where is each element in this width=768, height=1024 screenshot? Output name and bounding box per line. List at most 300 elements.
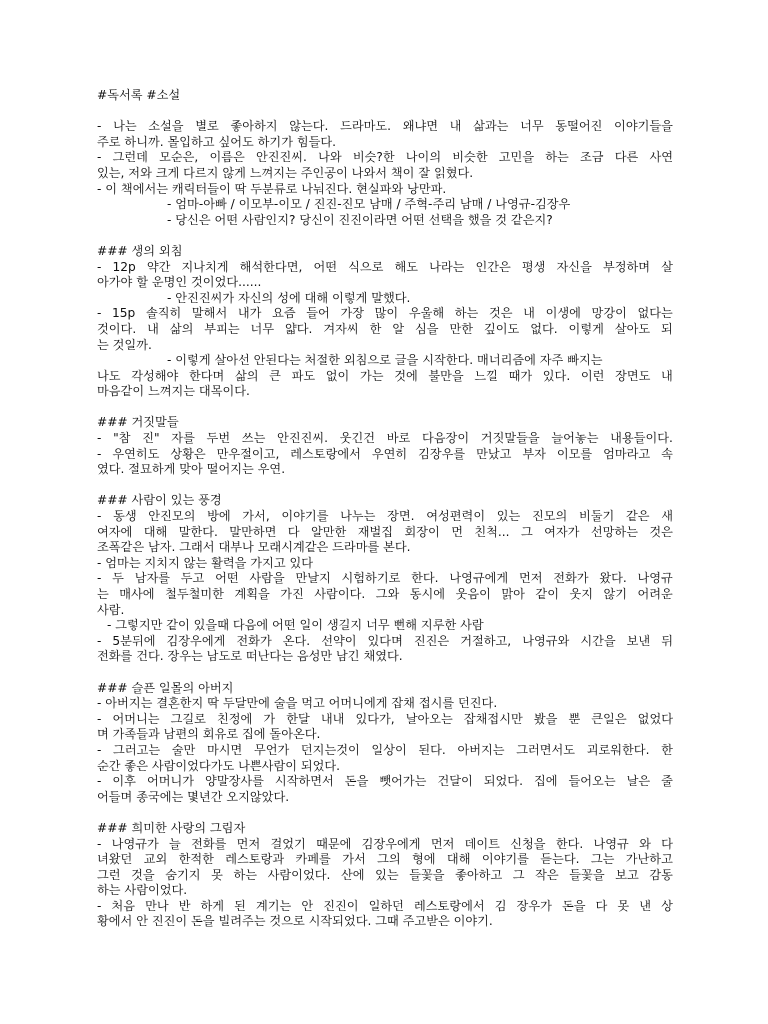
- word: 안: [301, 898, 314, 913]
- text-line: [97, 119, 673, 135]
- word: 우연히도: [112, 446, 160, 461]
- word: 고민을: [498, 150, 535, 165]
- word: 삶의: [234, 368, 259, 383]
- text-line: 조폭같은 남자. 그래서 대부나 모래시계같은 드라마를 본다.: [97, 540, 411, 555]
- word: 우연히: [371, 446, 408, 461]
- word: 나영규: [637, 571, 673, 586]
- text-line: - 이 책에서는 캐릭터들이 딱 두분류로 나눠진다. 현실파와 낭만파.: [97, 181, 447, 196]
- word: 한달: [286, 711, 310, 726]
- word: 15p: [112, 306, 136, 321]
- word: 좋아하고: [455, 867, 503, 882]
- word: 나영규와: [522, 633, 570, 648]
- word: 같은: [626, 509, 650, 524]
- word: 먼: [451, 524, 463, 539]
- section-heading: ### 사람이 있는 풍경: [97, 493, 222, 508]
- word: 그는: [590, 852, 615, 867]
- blank-line: [97, 805, 673, 821]
- word: 먼저: [430, 836, 455, 851]
- text-line: 어들며 종국에는 몇년간 오지않았다.: [97, 789, 290, 804]
- word: 이렇게: [568, 321, 604, 336]
- word: 친척...: [474, 524, 510, 539]
- word: 같이: [535, 587, 559, 601]
- word: 해도: [394, 259, 419, 274]
- word: 만나: [145, 898, 169, 913]
- text-line: [97, 306, 673, 322]
- word: 상: [661, 898, 673, 913]
- word: 일하던: [368, 898, 404, 913]
- word: 소설을: [148, 119, 184, 134]
- word: 진진이: [323, 898, 359, 913]
- word: 바로: [386, 431, 411, 446]
- word: 다: [595, 898, 608, 913]
- word: 5분뒤에: [112, 633, 156, 648]
- word: -: [97, 742, 102, 757]
- word: 못: [211, 867, 223, 882]
- section-heading: ### 생의 외침: [97, 243, 183, 258]
- word: 처음: [111, 898, 136, 913]
- word: 줄: [661, 774, 673, 789]
- word: 모순은,: [159, 150, 199, 165]
- word: 한: [661, 742, 673, 757]
- word: 전화를: [191, 836, 227, 851]
- word: 두: [112, 571, 124, 586]
- text-line: [97, 587, 673, 603]
- word: 봤을: [533, 711, 558, 726]
- word: 내: [449, 119, 462, 134]
- word: 거짓말들을: [480, 431, 540, 446]
- word: 그러고는: [113, 742, 161, 757]
- word: 집에: [533, 774, 558, 789]
- text-line: [97, 837, 673, 853]
- word: 잡채접시만: [463, 711, 523, 726]
- word: 던지는것이: [300, 742, 360, 757]
- text-line: [97, 852, 673, 868]
- word: 나이의: [405, 150, 442, 165]
- word: 가서: [342, 852, 366, 867]
- word: 때가: [508, 368, 533, 383]
- word: 평생: [521, 259, 546, 274]
- blank-line: [97, 400, 673, 416]
- word: 가서,: [242, 509, 270, 524]
- text-line: [97, 509, 673, 525]
- word: -: [97, 446, 102, 461]
- word: 말해서: [191, 306, 228, 321]
- word: 작은: [535, 867, 559, 882]
- text-line: 마음같이 느껴지는 대목이다.: [97, 384, 250, 399]
- blank-line: [97, 478, 673, 494]
- word: 계기는: [255, 898, 292, 913]
- word: 일상이: [371, 742, 407, 757]
- word: 대해: [143, 524, 168, 539]
- word: 날은: [626, 774, 651, 789]
- word: 김장우에게: [361, 836, 421, 851]
- word: 걸었기: [270, 836, 306, 851]
- word: 있다며: [367, 633, 403, 648]
- word: 가장: [340, 306, 364, 321]
- text-line: - 이렇게 살아선 안된다는 처절한 외침으로 글을 시작한다. 매너리즘에 자주 빠지는: [167, 353, 603, 368]
- word: 교외: [143, 852, 168, 867]
- word: 부피는: [204, 321, 240, 336]
- word: 나는: [113, 119, 137, 134]
- word: 여성편력이: [426, 509, 486, 524]
- word: 있는: [375, 867, 399, 882]
- word: 좋아하지: [230, 119, 278, 134]
- word: 나와: [318, 150, 342, 165]
- text-line: - 아버지는 결혼한지 딱 두달만에 술을 먹고 어머니에게 잡채 접시를 던진다.: [97, 696, 498, 711]
- text-line: - 안진진씨가 자신의 성에 대해 이렇게 말했다.: [167, 290, 411, 305]
- word: 그런데: [112, 150, 148, 165]
- word: 술만: [171, 742, 196, 757]
- word: 신청을: [510, 836, 546, 851]
- word: 남자를: [134, 571, 171, 586]
- word: 이런: [580, 368, 605, 383]
- word: 부자: [522, 446, 546, 461]
- text-line: [97, 774, 673, 790]
- word: 들꽃을: [409, 867, 445, 882]
- word: 장면도: [615, 368, 651, 383]
- word: 웃음이: [455, 587, 491, 601]
- word: 한다.: [555, 836, 584, 851]
- word: 장면.: [387, 509, 415, 524]
- word: 다음장이: [422, 431, 470, 446]
- word: 요즘: [272, 306, 296, 321]
- word: 진": [142, 431, 160, 446]
- text-line: 있는, 저와 크게 다르지 않게 느껴지는 주인공이 나와서 책이 잘 읽혔다.: [97, 165, 474, 180]
- word: 비둘기: [579, 509, 615, 524]
- word: 보고: [615, 867, 639, 882]
- word: 알만한: [310, 524, 347, 539]
- text-line: [97, 899, 673, 915]
- word: 사람을: [249, 571, 285, 586]
- text-line: [97, 260, 673, 276]
- word: 새: [661, 509, 673, 524]
- word: 있는: [496, 509, 521, 524]
- section-heading: ### 거짓말들: [97, 415, 179, 430]
- word: 인간은: [475, 259, 511, 274]
- section-heading: ### 슬픈 일몰의 아버지: [97, 680, 234, 695]
- word: 비슷?한: [352, 150, 395, 165]
- text-line: - 당신은 어떤 사람인지? 당신이 진진이라면 어떤 선택을 했을 것 같은지?: [167, 212, 553, 227]
- word: 심을: [415, 321, 439, 336]
- word: 이생에: [545, 306, 581, 321]
- text-line: [97, 868, 673, 884]
- word: 말한다.: [178, 524, 218, 539]
- word: 김장우에게: [166, 633, 226, 648]
- text-line: 였다. 절묘하게 맞아 떨어지는 우연.: [97, 462, 286, 477]
- word: 듣는다.: [540, 852, 580, 867]
- word: 않기: [603, 587, 628, 601]
- word: 살아도: [614, 321, 651, 336]
- word: 장우가: [516, 898, 552, 913]
- word: 너무: [250, 321, 275, 336]
- word: 있다.: [542, 368, 571, 383]
- word: 큰일은: [591, 711, 627, 726]
- word: 각성해야: [131, 368, 179, 383]
- word: 것을: [131, 867, 155, 882]
- word: 그의: [377, 852, 401, 867]
- word: 레스토랑과: [225, 852, 285, 867]
- word: -: [97, 150, 102, 165]
- word: 다: [287, 524, 300, 539]
- word: 자신을: [556, 259, 592, 274]
- word: 철두철미한: [165, 587, 224, 601]
- word: 산에: [340, 867, 365, 882]
- word: 나영규: [593, 836, 629, 851]
- word: 왜냐면: [402, 119, 439, 134]
- word: 돈을: [561, 898, 586, 913]
- word: 시험하기로: [341, 571, 401, 586]
- word: 그와: [375, 587, 400, 601]
- word: 대해: [446, 852, 471, 867]
- text-line: [97, 525, 673, 541]
- word: 이야기를: [481, 852, 529, 867]
- word: 가진: [280, 587, 304, 601]
- text-line: 며 가족들과 남편의 회유로 집에 돌아온다.: [97, 727, 321, 742]
- text-line: [97, 322, 673, 338]
- text-line: [97, 150, 673, 166]
- word: 겨자씨: [323, 321, 359, 336]
- word: 가난하고: [625, 852, 673, 867]
- word: 재벌집: [357, 524, 394, 539]
- word: 선망하는: [590, 524, 638, 539]
- word: 이야기들을: [614, 119, 673, 134]
- word: -: [97, 774, 102, 789]
- word: 많이: [374, 306, 399, 321]
- word: 삶과는: [473, 119, 509, 134]
- word: 형에: [412, 852, 436, 867]
- word: 날아오는: [405, 711, 453, 726]
- word: 늘: [169, 836, 181, 851]
- word: -: [97, 431, 102, 446]
- word: 그: [512, 867, 525, 882]
- word: 김: [494, 898, 507, 913]
- word: 하게: [200, 898, 225, 913]
- word: 드라마도.: [340, 119, 392, 134]
- word: 되었다.: [483, 774, 523, 789]
- word: 것은: [649, 524, 673, 539]
- word: 느낄: [474, 368, 498, 383]
- word: 웃지: [569, 587, 593, 601]
- word: 레스토랑에서: [290, 446, 361, 461]
- blank-line: [97, 104, 673, 120]
- word: 매사에: [119, 587, 155, 601]
- word: 그런: [97, 867, 121, 882]
- text-line: [97, 571, 673, 587]
- word: 자를: [171, 431, 195, 446]
- word: 가: [263, 711, 276, 726]
- word: 사람이다.: [314, 587, 366, 601]
- word: 것이다.: [97, 321, 137, 336]
- word: 무언가: [253, 742, 290, 757]
- word: 너무: [520, 119, 544, 134]
- word: 먼저: [518, 571, 543, 586]
- word: 파도: [291, 368, 316, 383]
- word: 내: [661, 368, 673, 383]
- word: 그러면서도: [516, 742, 576, 757]
- word: 별로: [195, 119, 219, 134]
- text-line: [97, 634, 673, 650]
- text-line: - 엄마-아빠 / 이모부-이모 / 진진-진모 남매 / 주혁-주리 남매 / 나영규-김장우: [167, 197, 571, 212]
- word: 큰: [269, 368, 281, 383]
- word: 안진진씨.: [255, 150, 307, 165]
- word: 레스토랑에서: [414, 898, 485, 913]
- word: 한다며: [188, 368, 225, 383]
- word: 친정에: [217, 711, 253, 726]
- word: 늘어놓는: [551, 431, 599, 446]
- document-page: [97, 88, 673, 930]
- word: -: [97, 711, 102, 726]
- word: 알: [392, 321, 405, 336]
- word: 깊이도: [483, 321, 520, 336]
- word: 시작하면서: [274, 774, 334, 789]
- text-line: [97, 431, 673, 447]
- word: 한: [369, 321, 382, 336]
- word: 나영규에게: [449, 571, 509, 586]
- word: 한적한: [178, 852, 214, 867]
- blank-line: [97, 228, 673, 244]
- word: 진모의: [532, 509, 568, 524]
- word: 얇다.: [285, 321, 313, 336]
- word: 어려운: [637, 587, 673, 601]
- word: 어머니는: [112, 711, 160, 726]
- word: 데이트: [464, 836, 500, 851]
- word: 솔직히: [145, 306, 182, 321]
- word: 있다가,: [355, 711, 395, 726]
- word: 그길로: [170, 711, 206, 726]
- word: 김장우를: [418, 446, 466, 461]
- word: 거절하고,: [460, 633, 512, 648]
- word: 나도: [97, 368, 121, 383]
- word: 두고: [180, 571, 205, 586]
- word: 들어오는: [568, 774, 616, 789]
- word: 된: [234, 898, 246, 913]
- word: 괴로워한다.: [586, 742, 650, 757]
- word: 때문에: [316, 836, 352, 851]
- word: 상황은: [170, 446, 206, 461]
- word: 이야기를: [281, 509, 329, 524]
- word: 없다는: [637, 306, 673, 321]
- word: 나누는: [340, 509, 376, 524]
- word: -: [97, 898, 102, 913]
- word: 약간: [146, 259, 171, 274]
- word: 왔다.: [599, 571, 627, 586]
- word: 어머니가: [146, 774, 195, 789]
- word: 동떨어진: [555, 119, 603, 134]
- word: 않는다.: [289, 119, 329, 134]
- word: 없었다: [637, 711, 673, 726]
- word: 식으로: [348, 259, 384, 274]
- word: 엄마라고: [603, 446, 651, 461]
- word: 카페를: [295, 852, 331, 867]
- word: 안진모의: [148, 509, 196, 524]
- word: -: [97, 259, 102, 274]
- word: 그: [520, 524, 533, 539]
- word: 맑아: [501, 587, 525, 601]
- word: -: [97, 836, 102, 851]
- word: 어떤: [215, 571, 239, 586]
- section-heading: ### 희미한 사랑의 그림자: [97, 820, 246, 835]
- word: 반: [178, 898, 191, 913]
- text-line: [97, 447, 673, 463]
- word: 망강이: [591, 306, 627, 321]
- word: 마시면: [206, 742, 243, 757]
- word: 계획을: [234, 587, 270, 601]
- word: 감동: [649, 867, 673, 882]
- word: 시간을: [580, 633, 616, 648]
- word: "참: [113, 431, 131, 446]
- text-line: 하는 사람이었다.: [97, 883, 188, 898]
- word: 양말장사를: [205, 774, 264, 789]
- text-line: 아가야 할 운명인 것이었다......: [97, 275, 262, 290]
- word: 두번: [206, 431, 231, 446]
- word: 들꽃을: [569, 867, 605, 882]
- word: 뒤: [661, 633, 673, 648]
- word: 다: [661, 836, 673, 851]
- word: 내용들이다.: [610, 431, 673, 446]
- word: 된다.: [418, 742, 446, 757]
- word: 12p: [112, 259, 136, 274]
- word: 낸: [639, 898, 652, 913]
- word: 말만하면: [229, 524, 277, 539]
- word: 동생: [113, 509, 137, 524]
- word: 어떤: [313, 259, 337, 274]
- word: 방에: [207, 509, 231, 524]
- word: 내: [523, 306, 535, 321]
- word: -: [97, 306, 102, 321]
- word: 이후: [112, 774, 136, 789]
- word: 조금: [580, 150, 604, 165]
- word: 사람이었다.: [267, 867, 331, 882]
- word: 삶의: [169, 321, 194, 336]
- word: 전화가: [553, 571, 589, 586]
- text-line: [97, 743, 673, 759]
- word: 되: [661, 321, 673, 336]
- text-line: 사람.: [97, 602, 125, 617]
- word: 비슷한: [452, 150, 488, 165]
- word: 한다.: [411, 571, 439, 586]
- word: 보낸: [626, 633, 651, 648]
- word: 지나치게: [181, 259, 229, 274]
- word: 것은: [488, 306, 513, 321]
- word: -: [97, 509, 102, 524]
- word: 선약이: [321, 633, 357, 648]
- word: -: [97, 633, 102, 648]
- word: 녀왔던: [97, 852, 133, 867]
- word: 온다.: [282, 633, 311, 648]
- word: 다른: [614, 150, 639, 165]
- word: 것에: [394, 368, 418, 383]
- word: 여자가: [544, 524, 580, 539]
- word: 해석한다면,: [239, 259, 303, 274]
- word: 건달이: [437, 774, 473, 789]
- word: 여자에: [97, 524, 133, 539]
- word: 살: [661, 259, 673, 274]
- word: 동시에: [409, 587, 446, 601]
- text-line: - 그렇지만 같이 있을때 다음에 어떤 일이 생길지 너무 뻔해 지루한 사람: [107, 618, 484, 633]
- word: 부정하며: [602, 259, 651, 274]
- word: 불만을: [428, 368, 464, 383]
- word: 내내: [320, 711, 345, 726]
- word: 안진진씨.: [277, 431, 329, 446]
- text-line: 전화를 건다. 장우는 남도로 떠난다는 음성만 남긴 채였다.: [97, 649, 403, 664]
- word: 이모를: [556, 446, 593, 461]
- word: 숨기지: [165, 867, 201, 882]
- word: 우울해: [408, 306, 445, 321]
- text-line: 주로 하니까. 몰입하고 싶어도 하기가 힘들다.: [97, 134, 337, 149]
- word: 못: [617, 898, 630, 913]
- word: 만한: [449, 321, 474, 336]
- word: 속: [661, 446, 673, 461]
